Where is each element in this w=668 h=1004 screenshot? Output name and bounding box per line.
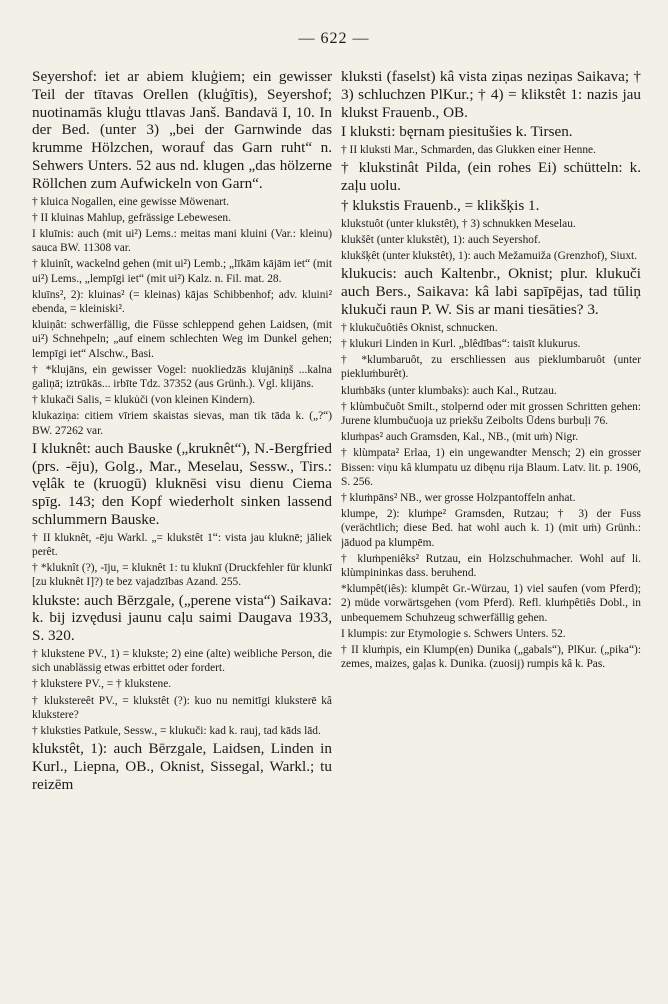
entry-kluinis: I kluīnis: auch (mit ui²) Lems.: meitas mani kluini (Var.: kleinu) sauca BW. 11308 var.: [32, 227, 332, 255]
entry-kluknet-2: † II kluknêt, -ēju Warkl. „= klukstêt 1“: vista jau kluknē; jāliek perêt.: [32, 531, 332, 559]
entry-klumbucuot: † klùmbučuôt Smilt., stolpernd oder mit grossen Schritten gehen: Jurene klumbučuoja uz priekšu Zeibolts Ūdens burbuļi 76.: [341, 400, 641, 427]
entry-klumbaks: kluṁbāks (unter klumbaks): auch Kal., Rutzau.: [341, 384, 557, 397]
entry-kluinat: kluiņât: schwerfällig, die Füsse schleppend gehen Laidsen, (mit ui²) Schnehpeln; „auf einem schlechten Weg im Dunkel gehen; lempīgi iet“ Alschw., Basi.: [32, 319, 332, 360]
entry-klukazina: klukaziņa: citiem vīriem skaistas sievas, man tik tāda k. („?“) BW. 27262 var.: [32, 410, 332, 437]
entry-klukucis: klukucis: auch Kaltenbr., Oknist; plur. klukuči auch Bers., Saikava: kâ labi sapīpējas, tad tūliņ klukuči raun P. W. Sis ar mani tiesāties? 3.: [341, 265, 641, 318]
entry-klumpis-1: I klumpis: zur Etymologie s. Schwers Unters. 52.: [341, 627, 566, 640]
entry-klukstere: † klukstere PV., = † klukstene.: [32, 678, 172, 691]
entry-klukstuot: klukstuôt (unter klukstêt), † 3) schnukken Meselau.: [341, 217, 576, 230]
entry-kluksset: klukšêt (unter klukstêt), 1): auch Seyershof.: [341, 233, 541, 246]
entry-klujans: † *klujāns, ein gewisser Vogel: nuokliedzās klujāniņš ...kalna galiņā; iztrūkās... irbīte Tdz. 37352 (aus Grünh.). Vgl. klijāns.: [32, 363, 332, 391]
entry-klukstinat: † klukstinât Pilda, (ein rohes Ei) schütteln: k. zaļu uolu.: [341, 159, 641, 195]
entry-klukaci: † klukači Salis, = kluku̇či (von kleinen Kindern).: [32, 394, 256, 407]
entry-kluksti-1: I kluksti: bęrnam piesitušies k. Tirsen.: [341, 123, 573, 141]
entry-klumpenieks: † kluṁpeniêks² Rutzau, ein Holzschuhmacher. Wohl auf li. klùmpininkas dass. beruhend.: [341, 552, 641, 580]
entry-klumpis-2: † II kluṁpis, ein Klump(en) Dunika („gabals“), PlKur. („pika“): zemes, maizes, gaļas k. Dunika. (zuosij) rumpis kâ k. Pas.: [341, 644, 641, 671]
entry-kluica: † kluica Nogallen, eine gewisse Möwenart.: [32, 195, 230, 208]
entry-klukuri: † klukuri Linden in Kurl. „blêdības“: taisīt klukurus.: [341, 337, 581, 350]
page-number: — 622 —: [298, 30, 370, 47]
right-column: [341, 68, 641, 998]
entry-klukstene: † klukstene PV., 1) = klukste; 2) eine (alte) weibliche Person, die sich unablässig etwas erbittet oder fordert.: [32, 648, 332, 675]
entry-kluinit: † kluinît, wackelnd gehen (mit ui²) Lemb.; „līkām kājām iet“ (mit ui²) Lems., „lempīgi iet“ (mit ui²) Kalz. n. Fil. mat. 28.: [32, 258, 332, 285]
left-column: [32, 68, 332, 998]
entry-seyershof: Seyershof: iet ar abiem kluģiem; ein gewisser Teil der tītavas Orellen (kluģītis), Seyershof; nuotinamās kluģu ttlavas Janš. Bandavä I, 10. In der Bed. (unter 3) „bei der Garnwinde das krumme Hölzchen, worauf das Garn ruht“ n. Sehwers Unters. 52 aus nd. klugen „das hölzerne Röllchen zum Aufwickeln von Garn“.: [32, 68, 332, 192]
entry-klukskjet: klukšķêt (unter klukstêt), 1): auch Mežamuiža (Grenzhof), Siuxt.: [341, 250, 638, 263]
entry-kluknit: † *kluknît (?), -īju, = kluknêt 1: tu kluknī (Druckfehler für klunkī [zu kluknêt I]?) te bez vajadzības Azand. 255.: [32, 562, 332, 589]
entry-klumpe: klumpe, 2): kluṁpe² Gramsden, Rutzau; † 3) der Fuss (verächtlich; diese Bed. hat wohl auch k. 1) (mit uṁ) Grünh.: jāduod pa klumpēm.: [341, 508, 641, 549]
entry-klukucuoties: † klukučuôtiês Oknist, schnucken.: [341, 321, 498, 334]
entry-kluksteret: † klukstereêt PV., = klukstêt (?): kuo nu nemitīgi kluksterē kâ klukstere?: [32, 694, 332, 721]
entry-klumpans: † kluṁpāns² NB., wer grosse Holzpantoffeln anhat.: [341, 492, 576, 505]
entry-kluksties: † kluksties Patkule, Sessw., = klukuči: kad k. rauj, tad kāds lād.: [32, 725, 321, 738]
entry-kluksti-2: † II kluksti Mar., Schmarden, das Glukken einer Henne.: [341, 144, 596, 157]
entry-klumbaruot: † *klumbaruôt, zu erschliessen aus pieklumbaruôt (unter piekluṁburêt).: [341, 354, 641, 381]
entry-kluknet-1: I kluknêt: auch Bauske („kruknêt“), N.-Bergfried (prs. -ēju), Golg., Mar., Meselau, Sessw., Tirs.: vęlâk te (kruogū) kluknēsi visu dienu Ciema spīg. 143; den Kopf wiederholt sinken lassend schlummern Bauske.: [32, 439, 332, 529]
entry-klukste: klukste: auch Bērzgale, („perene vista“) Saikava: k. bij izvędusi jaunu caļu saimi Daugava 1933, S. 320.: [32, 591, 332, 645]
entry-kluinas: † II kluinas Mahlup, gefrässige Lebewesen.: [32, 211, 231, 224]
entry-kluins: kluīns², 2): kluinas² (= kleinas) kājas Schibbenhof; adv. kluini² ebenda, = kleiniski².: [32, 288, 332, 315]
entry-klumpeties: *klumpêt(iês): klumpêt Gr.-Würzau, 1) viel saufen (vom Pferd); 2) müde vorwärtsgehen (vom Pferd). Refl. kluṁpêtiês Dobl., in unbequemem Schuhzeug schwerfällig gehen.: [341, 583, 641, 624]
entry-klumpata: † klùmpata² Erlaa, 1) ein ungewandter Mensch; 2) ein grosser Bissen: viņu kâ klumpatu uz dibęnu rija Blaum. Latv. lit. p. 1906, S. 256.: [341, 447, 641, 488]
entry-klukstis: † klukstis Frauenb., = klikšķis 1.: [341, 196, 540, 214]
entry-klumpas: kluṁpas² auch Gramsden, Kal., NB., (mit uṁ) Nigr.: [341, 431, 579, 444]
entry-klukstet: klukstêt, 1): auch Bērzgale, Laidsen, Linden in Kurl., Liepna, OB., Oknist, Sissegal, Warkl.; tu reizēm: [32, 740, 332, 793]
entry-kluksti-cont: kluksti (faselst) kâ vista ziņas neziņas Saikava; † 3) schluchzen PlKur.; † 4) = klikstêt 1: nazis jau klukst Frauenb., OB.: [341, 68, 641, 121]
